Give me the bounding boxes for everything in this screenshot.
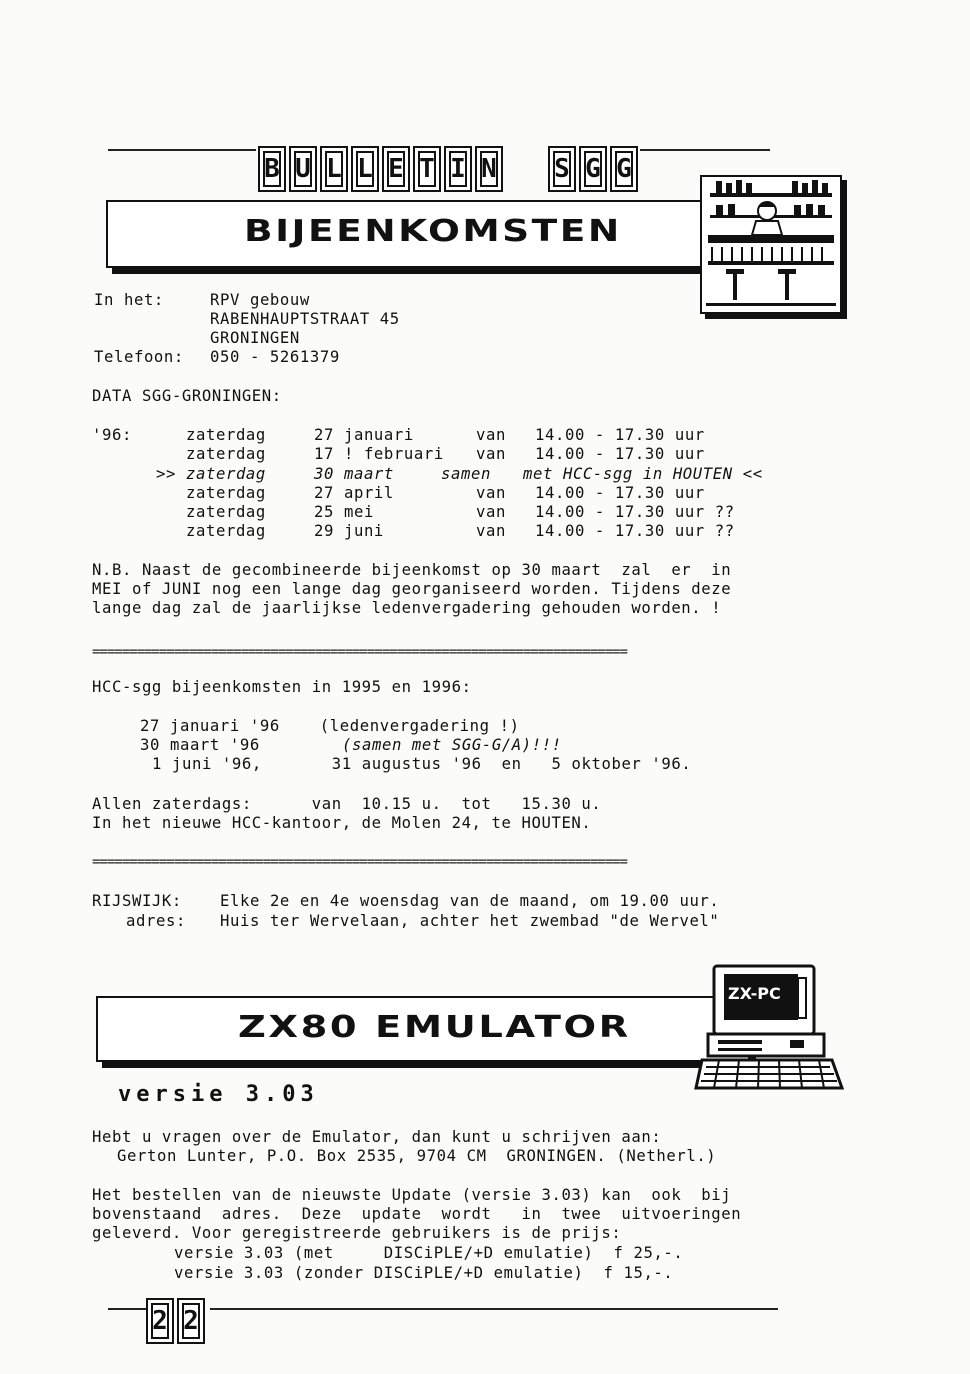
bar-illustration [700,175,842,314]
page-digit: 2 [177,1298,205,1344]
divider: ======================================================================== [92,646,627,658]
phone-number: 050 - 5261379 [210,348,340,366]
bulletin-logo [258,146,638,192]
logo-letter: G [579,146,607,192]
row-time: 14.00 - 17.30 uur [535,484,705,502]
divider: ======================================================================== [92,856,627,868]
row-time: met HCC-sgg in HOUTEN << [523,465,763,483]
row-van: samen [441,465,491,483]
rijswijk-text: Elke 2e en 4e woensdag van de maand, om 19.00 uur. [220,892,720,910]
page-digit: 2 [146,1298,174,1344]
contact-address: Gerton Lunter, P.O. Box 2535, 9704 CM GRONINGEN. (Netherl.) [117,1147,717,1165]
hcc-allen: Allen zaterdags: van 10.15 u. tot 15.30 u. [92,795,602,813]
screen-label: ZX-PC [728,984,781,1003]
nb-line: N.B. Naast de gecombineerde bijeenkomst op 30 maart zal er in [92,561,732,579]
hcc-line-note: (samen met SGG-G/A)!!! [342,736,562,754]
price-line: versie 3.03 (zonder DISCiPLE/+D emulatie) f 15,-. [174,1264,674,1282]
location-line: GRONINGEN [210,329,300,347]
row-date: 30 maart [314,465,394,483]
location-line: RABENHAUPTSTRAAT 45 [210,310,400,328]
year-label: '96: [92,426,132,444]
row-marker: >> [156,465,176,483]
hcc-line: 1 juni '96, 31 augustus '96 en 5 oktober '96. [152,755,692,773]
computer-icon [694,960,844,1100]
logo-letter: L [351,146,379,192]
logo-letter: B [258,146,286,192]
price-line: versie 3.03 (met DISCiPLE/+D emulatie) f 25,-. [174,1244,684,1262]
bijeenkomsten-title: BIJEENKOMSTEN [244,214,622,249]
header-rule-left [108,149,256,151]
row-date: 27 januari [314,426,414,444]
page-number [146,1296,210,1342]
order-line: bovenstaand adres. Deze update wordt in twee uitvoeringen [92,1205,742,1223]
contact-intro: Hebt u vragen over de Emulator, dan kunt u schrijven aan: [92,1128,662,1146]
header-rule-right [640,149,770,151]
row-date: 27 april [314,484,394,502]
logo-letter: I [444,146,472,192]
row-day: zaterdag [186,445,266,463]
row-van: van [476,445,506,463]
hcc-office: In het nieuwe HCC-kantoor, de Molen 24, te HOUTEN. [92,814,592,832]
location-line: RPV gebouw [210,291,310,309]
row-day: zaterdag [186,522,266,540]
row-date: 29 juni [314,522,384,540]
version-label: versie 3.03 [118,1082,319,1107]
computer-illustration [694,960,844,1100]
row-time: 14.00 - 17.30 uur [535,426,705,444]
adres-label: adres: [126,912,186,930]
row-time: 14.00 - 17.30 uur [535,445,705,463]
row-van: van [476,522,506,540]
nb-line: lange dag zal de jaarlijkse ledenvergadering gehouden worden. ! [92,599,722,617]
row-day: zaterdag [186,426,266,444]
hcc-line-date: 30 maart '96 [140,736,260,754]
row-time: 14.00 - 17.30 uur ?? [535,503,735,521]
data-header: DATA SGG-GRONINGEN: [92,387,282,405]
row-date: 17 ! februari [314,445,444,463]
row-van: van [476,426,506,444]
logo-letter: T [413,146,441,192]
location-label: In het: [94,291,164,309]
logo-letter: G [610,146,638,192]
adres-text: Huis ter Wervelaan, achter het zwembad "de Wervel" [220,912,720,930]
row-day: zaterdag [186,503,266,521]
hcc-line: 27 januari '96 (ledenvergadering !) [140,717,520,735]
row-van: van [476,484,506,502]
row-time: 14.00 - 17.30 uur ?? [535,522,735,540]
row-van: van [476,503,506,521]
row-date: 25 mei [314,503,374,521]
phone-label: Telefoon: [94,348,184,366]
logo-letter: N [475,146,503,192]
row-day: zaterdag [186,484,266,502]
nb-line: MEI of JUNI nog een lange dag georganiseerd worden. Tijdens deze [92,580,732,598]
logo-letter: L [320,146,348,192]
row-day: zaterdag [186,465,266,483]
order-line: Het bestellen van de nieuwste Update (versie 3.03) kan ook bij [92,1186,732,1204]
logo-letter: U [289,146,317,192]
order-line: geleverd. Voor geregistreerde gebruikers is de prijs: [92,1224,622,1242]
emulator-title: ZX80 EMULATOR [238,1010,631,1045]
logo-letter: E [382,146,410,192]
logo-letter: S [548,146,576,192]
hcc-heading: HCC-sgg bijeenkomsten in 1995 en 1996: [92,678,472,696]
rijswijk-label: RIJSWIJK: [92,892,182,910]
bartender-icon [702,177,840,312]
bleed-through-texture [870,200,960,1200]
